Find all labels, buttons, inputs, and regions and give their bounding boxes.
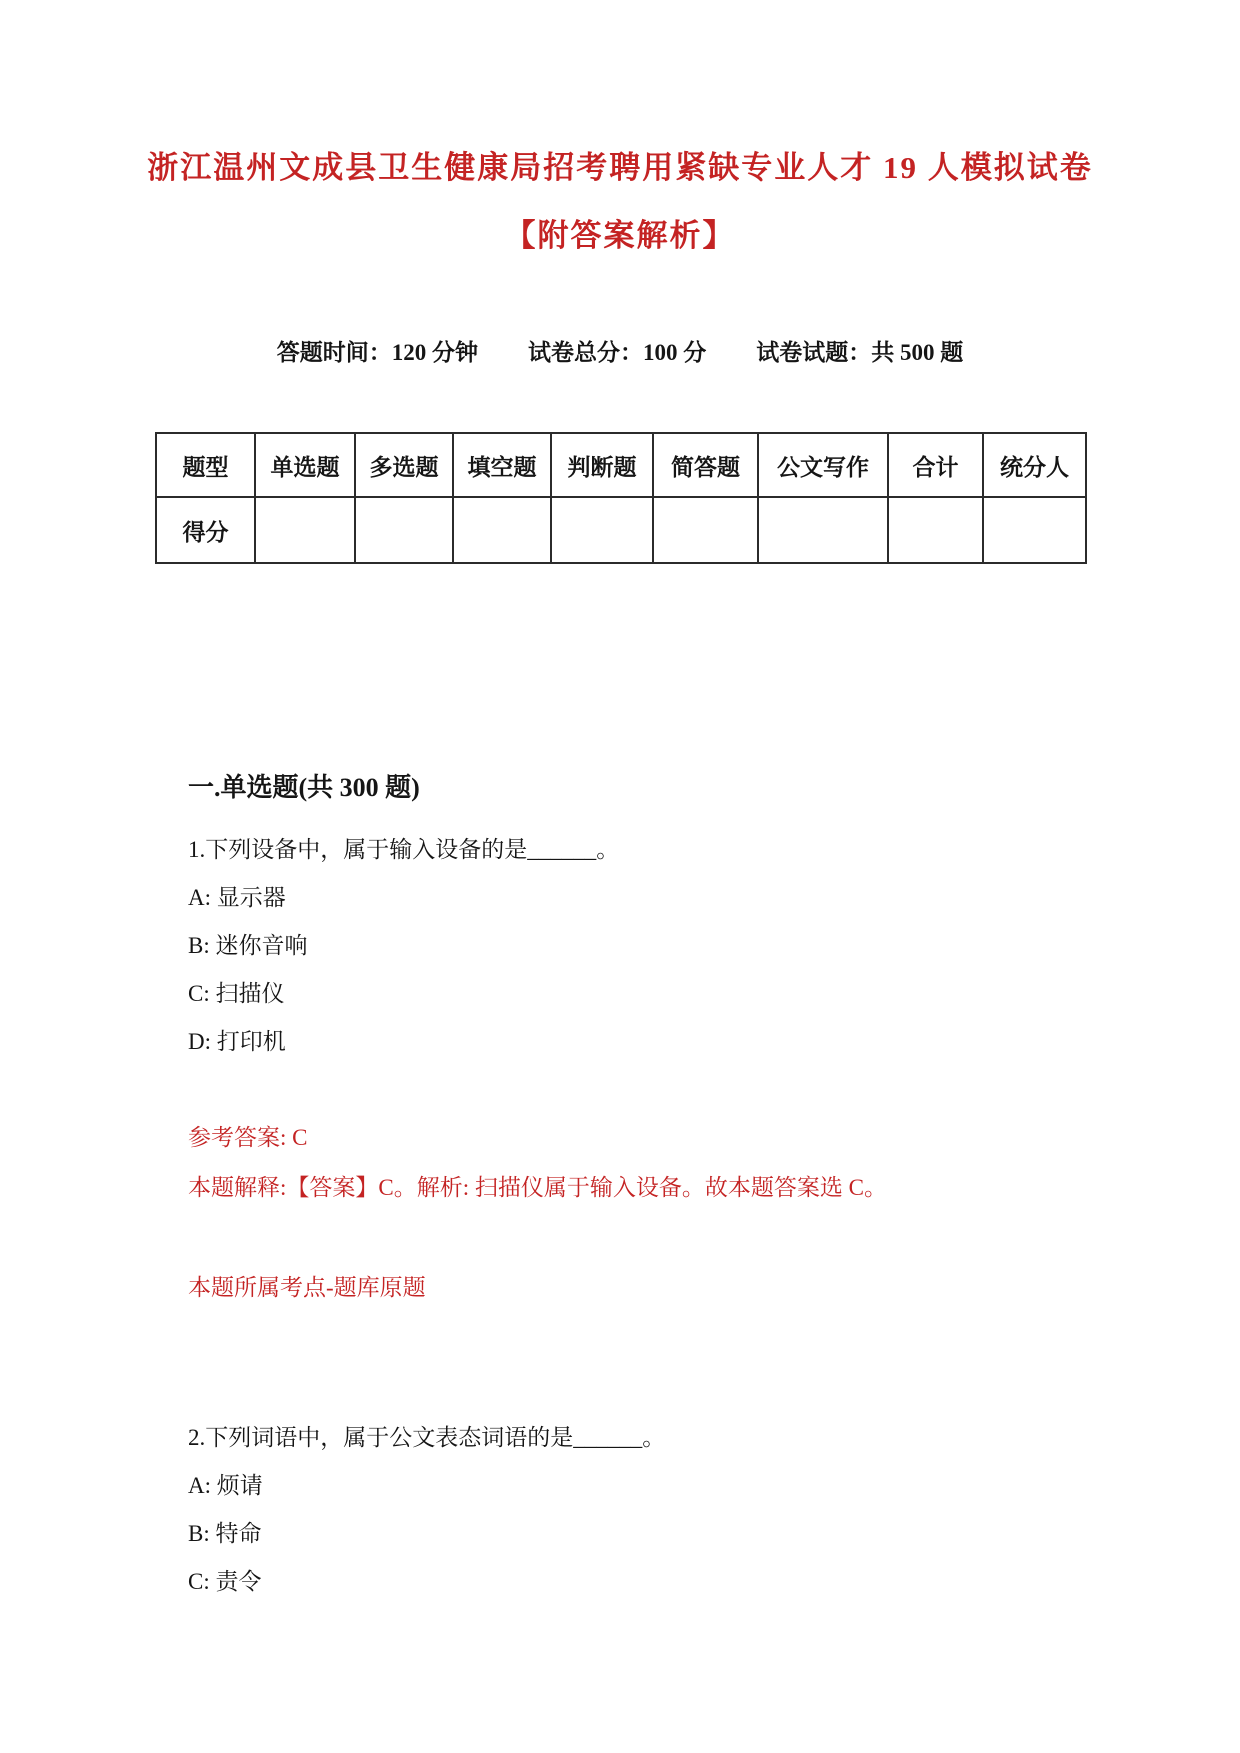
score-cell-empty <box>758 497 888 563</box>
exam-total-score: 试卷总分：100 分 <box>528 340 707 365</box>
score-table-header-cell: 填空题 <box>453 433 551 497</box>
score-table-score-row <box>156 497 1086 563</box>
question-source-note: 本题所属考点-题库原题 <box>188 1275 426 1300</box>
questions-section <box>0 772 1240 1598</box>
score-table-header-cell: 单选题 <box>255 433 355 497</box>
question-block-2 <box>188 1422 1130 1598</box>
document-title-line-1: 浙江温州文成县卫生健康局招考聘用紧缺专业人才 19 人模拟试卷 <box>147 150 1093 185</box>
question-block-1 <box>188 834 1130 1304</box>
question-option-a: A: 显示器 <box>188 885 286 910</box>
exam-question-count: 试卷试题：共 500 题 <box>756 340 964 365</box>
question-text: 2.下列词语中，属于公文表态词语的是______。 <box>188 1425 666 1450</box>
section-heading: 一.单选题(共 300 题) <box>188 773 420 802</box>
score-row-label: 得分 <box>156 497 255 563</box>
reference-answer: 参考答案: C <box>188 1125 308 1150</box>
question-option-d: D: 打印机 <box>188 1029 286 1054</box>
question-option-c: C: 责令 <box>188 1569 262 1594</box>
score-table-header-cell: 合计 <box>888 433 983 497</box>
score-table-header-cell: 判断题 <box>551 433 653 497</box>
score-table-header-cell: 多选题 <box>355 433 453 497</box>
score-table-header-cell: 公文写作 <box>758 433 888 497</box>
document-title <box>0 0 1240 270</box>
score-table-header-cell: 统分人 <box>983 433 1086 497</box>
score-cell-empty <box>355 497 453 563</box>
score-cell-empty <box>453 497 551 563</box>
score-cell-empty <box>255 497 355 563</box>
answer-explanation: 本题解释:【答案】C。解析: 扫描仪属于输入设备。故本题答案选 C。 <box>188 1175 887 1200</box>
exam-duration: 答题时间：120 分钟 <box>276 340 478 365</box>
question-option-a: A: 烦请 <box>188 1473 263 1498</box>
exam-info-line <box>0 336 1240 370</box>
score-cell-empty <box>551 497 653 563</box>
score-cell-empty <box>888 497 983 563</box>
score-table <box>155 432 1087 564</box>
question-option-c: C: 扫描仪 <box>188 981 285 1006</box>
score-table-header-cell: 简答题 <box>653 433 758 497</box>
score-table-header-row <box>156 433 1086 497</box>
score-cell-empty <box>653 497 758 563</box>
score-table-header-cell: 题型 <box>156 433 255 497</box>
question-option-b: B: 迷你音响 <box>188 933 308 958</box>
score-cell-empty <box>983 497 1086 563</box>
document-title-line-2: 【附答案解析】 <box>504 218 736 253</box>
question-text: 1.下列设备中，属于输入设备的是______。 <box>188 837 620 862</box>
question-option-b: B: 特命 <box>188 1521 262 1546</box>
